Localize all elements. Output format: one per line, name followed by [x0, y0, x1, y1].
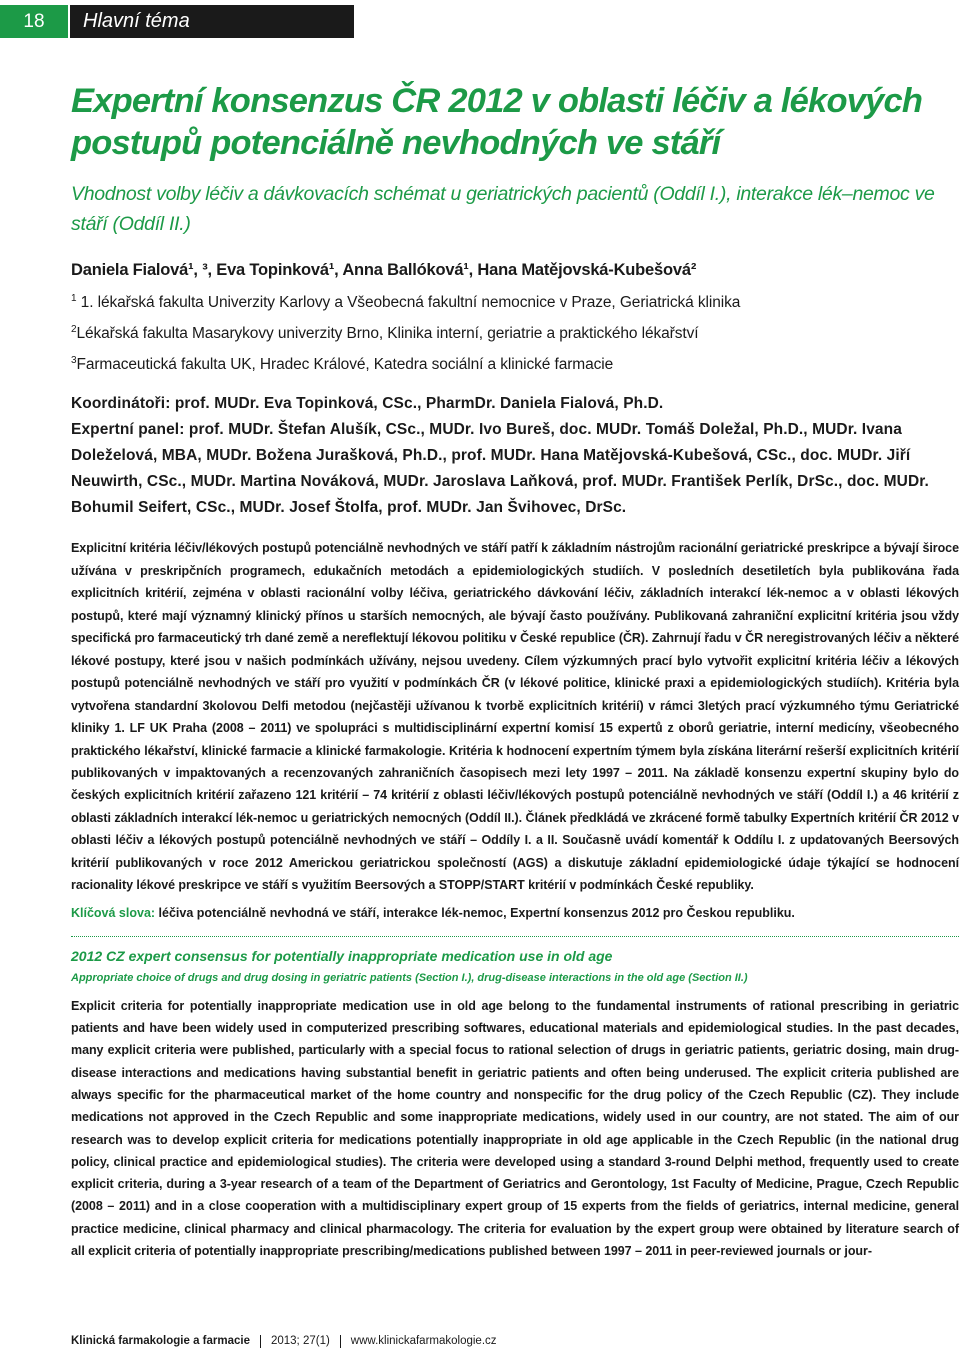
abstract-english: Explicit criteria for potentially inappropriate medication use in old age belong to the fundamental instruments of rational prescribing in geriatric patients and have been widely used in computerized prescribing softwares, educational materials and epidemiological studies. In the past decades, many explicit criteria were published, particularly with a special focus to rational selection of drugs in geriatric patients, geriatric dosing, main drug-disease interactions and medications having substantial benefit in geriatric patients and often being underused. The explicit criteria published are always specific for the pharmaceutical market of the home country and nonspecific for the drug policy of the Czech Republic (CZ). They include medications not approved in the Czech Republic and some inappropriate medications, widely used in our country, are not stated. The aim of our research was to develop explicit criteria for medications potentially inappropriate in old age applicable in the Czech Republic (in the national drug policy, clinical practice and epidemiological studies). The criteria were developed using a standard 3-round Delphi method, frequently used to create explicit criteria, during a 3-year research of a team of the Department of Geriatrics and Gerontology, 1st Faculty of Medicine, Prague, Czech Republic (2008 – 2011) and in a close cooperation with a multidisciplinary expert group of 15 experts from the fields of geriatrics, internal medicine, general practice medicine, clinical pharmacy and clinical pharmacology. The criteria for evaluation by the expert group were obtained by literature search of all explicit criteria of potentially inappropriate prescribing/medications published between 1997 – 2011 in peer-reviewed journals or jour-	[71, 998, 959, 1258]
section-divider	[71, 936, 959, 937]
author-list: Daniela Fialová¹, ³, Eva Topinková¹, Anna Ballóková¹, Hana Matějovská-Kubešová²	[71, 261, 697, 279]
footer-separator	[260, 1335, 261, 1348]
english-subtitle: Appropriate choice of drugs and drug dosing in geriatric patients (Section I.), drug-disease interactions in the old age (Section II.)	[71, 971, 748, 984]
section-label: Hlavní téma	[70, 5, 354, 38]
affiliation-item	[71, 285, 959, 316]
affiliation-list	[71, 285, 959, 378]
footer-separator	[340, 1335, 341, 1348]
journal-url[interactable]: www.klinickafarmakologie.cz	[350, 1335, 497, 1347]
coordinators: Koordinátoři: prof. MUDr. Eva Topinková, CSc., PharmDr. Daniela Fialová, Ph.D.	[71, 395, 664, 413]
affiliation-number: 1	[71, 293, 77, 304]
affiliation-number: 3	[71, 355, 77, 367]
keywords-text: léčiva potenciálně nevhodná ve stáří, interakce lék-nemoc, Expertní konsenzus 2012 pro Českou republiku.	[155, 905, 795, 920]
page-footer	[71, 1334, 497, 1348]
affiliation-item	[71, 316, 959, 347]
affiliation-text: Farmaceutická fakulta UK, Hradec Králové, Katedra sociální a klinické farmacie	[76, 356, 614, 374]
expert-panel: Expertní panel: prof. MUDr. Štefan Alušík, CSc., MUDr. Ivo Bureš, doc. MUDr. Tomáš Doležal, Ph.D., MUDr. Ivana Doleželová, MBA, MUDr. Božena Jurašková, Ph.D., prof. MUDr. Hana Matějovská-Kubešová, CSc., doc. MUDr. Jiří Neuwirth, CSc., MUDr. Martina Nováková, MUDr. Jaroslava Laňková, prof. MUDr. František Perlík, DrSc., doc. MUDr. Bohumil Seifert, CSc., MUDr. Josef Štolfa, prof. MUDr. Jan Švihovec, DrSc.	[71, 421, 929, 517]
article-content	[71, 80, 959, 1262]
affiliation-text: Lékařská fakulta Masarykovy univerzity Brno, Klinika interní, geriatrie a praktického lékařství	[76, 325, 699, 343]
affiliation-number: 2	[71, 324, 77, 336]
coordinators-block	[71, 391, 959, 521]
keywords	[71, 902, 959, 924]
keywords-label: Klíčová slova:	[71, 905, 156, 920]
affiliation-text: 1. lékařská fakulta Univerzity Karlovy a Všeobecná fakultní nemocnice v Praze, Geriatrická klinika	[76, 294, 741, 312]
article-subtitle: Vhodnost volby léčiv a dávkovacích schémat u geriatrických pacientů (Oddíl I.), interakce lék–nemoc ve stáří (Oddíl II.)	[71, 183, 935, 235]
article-title: Expertní konsenzus ČR 2012 v oblasti léčiv a lékových postupů potenciálně nevhodných ve stáří	[71, 82, 923, 162]
english-title: 2012 CZ expert consensus for potentially inappropriate medication use in old age	[71, 947, 613, 964]
journal-issue: 2013; 27(1)	[270, 1335, 330, 1347]
page-number: 18	[0, 5, 68, 38]
journal-name: Klinická farmakologie a farmacie	[71, 1335, 250, 1347]
abstract-czech: Explicitní kritéria léčiv/lékových postupů potenciálně nevhodných ve stáří patří k základním nástrojům racionální geriatrické preskripce a bývají široce užívána v preskripčních programech, edukačních metodách a epidemiologických studiích. V posledních desetiletích byla publikována řada explicitních kritérií, zejména v oblasti racionální volby léčiva, geriatrického dávkování léčiv, základních interakcí lék-nemoc a v oblasti lékových postupů, které mají významný klinický přínos u starších nemocných, ale bývají často používány. Publikovaná zahraniční explicitní kritéria jsou vždy specifická pro farmaceutický trh dané země a nereflektují lékovou politiku v České republice (ČR). Zahrnují řadu v ČR neregistrovaných léčiv a některé lékové postupy, které jsou v našich podmínkách užívány, nejsou uvedeny. Cílem výzkumných prací bylo vytvořit explicitní kritéria léčiv a lékových postupů potenciálně nevhodných ve stáří pro využití v podmínkách ČR (v lékové politice, klinické praxi a epidemiologických studiích). Kritéria byla vytvořena standardní 3kolovou Delfi metodou (nejčastěji užívanou k tvorbě explicitních kritérií) v rámci 3letých prací výzkumného týmu Geriatrické kliniky 1. LF UK Praha (2008 – 2011) ve spolupráci s multidisciplinární expertní komisí 15 expertů z oborů geriatrie, interní medicíny, všeobecného praktického lékařství, klinické farmacie a klinické farmakologie. Kritéria k hodnocení expertním týmem byla získána literární rešerší explicitních kritérií publikovaných v impaktovaných a recenzovaných zahraničních časopisech mezi lety 1997 – 2011. Na základě konsenzu expertní skupiny bylo do českých explicitních kritérií zařazeno 121 kritérií – 74 kritérií z oblasti léčiv/lékových postupů potenciálně nevhodných ve stáří (Oddíl I.) a 46 kritérií z oblasti základních interakcí lék-nemoc u geriatrických nemocných (Oddíl II.). Článek předkládá ve zkrácené formě tabulky Expertních kritérií ČR 2012 v oblasti léčiv a lékových postupů potenciálně nevhodných ve stáří – Oddíly I. a II. Současně uvádí komentář k Oddílu I. z updatovaných Beersových kritérií publikovaných v roce 2012 Americkou geriatrickou společností (AGS) a diskutuje základní epidemiologické údaje týkající se hodnocení racionality lékové preskripce ve stáří s využitím Beersových a STOPP/START kritérií v podmínkách České republiky.	[71, 541, 959, 893]
affiliation-item	[71, 347, 959, 378]
page-header	[0, 5, 354, 38]
